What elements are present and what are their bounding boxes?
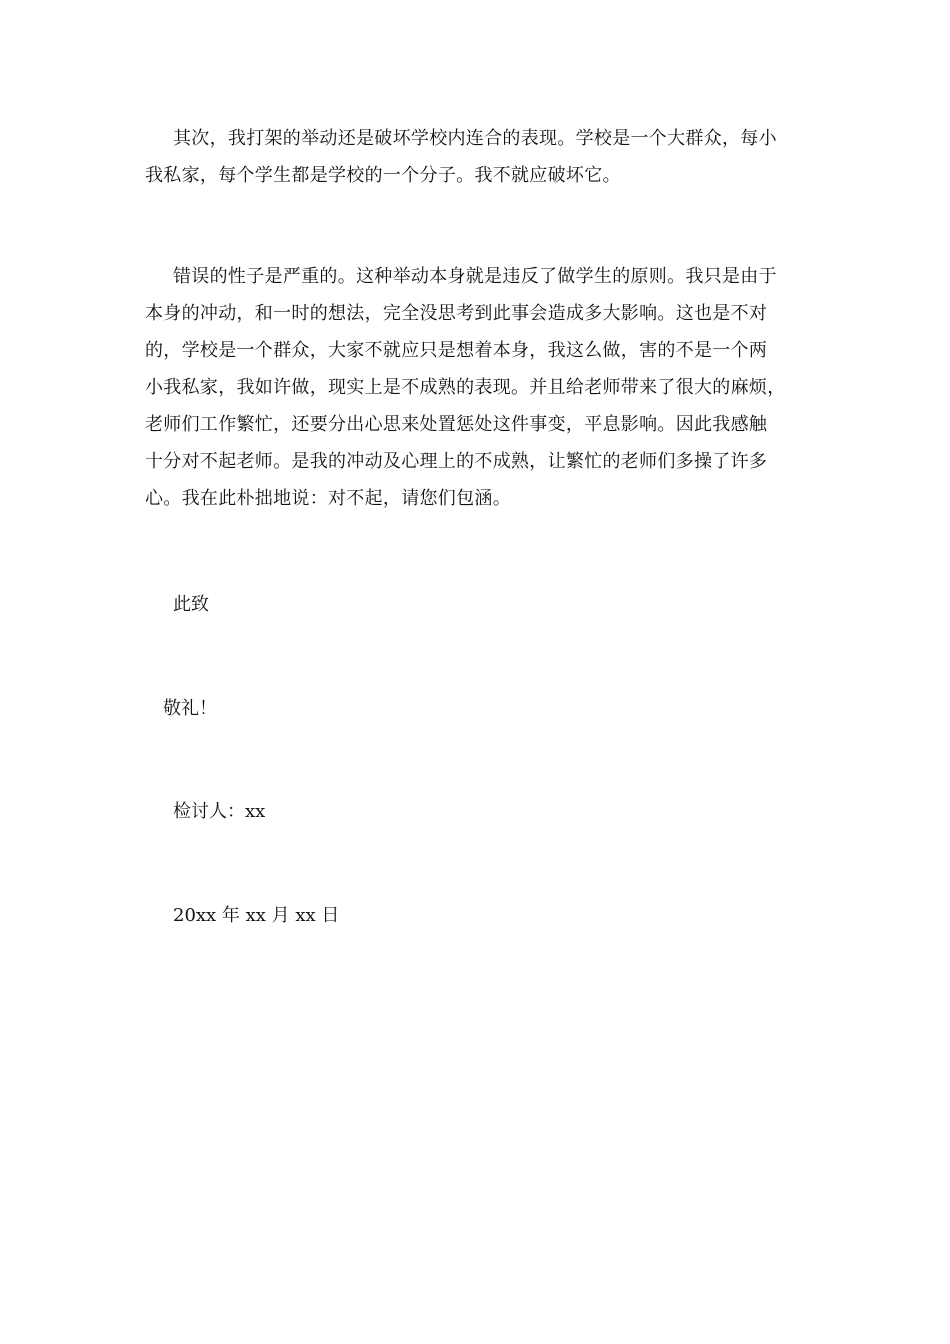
paragraph-2-line-5: 老师们工作繁忙，还要分出心思来处置惩处这件事变，平息影响。因此我感触 [145, 414, 768, 435]
paragraph-1-line-2: 我私家，每个学生都是学校的一个分子。我不就应破坏它。 [145, 165, 621, 186]
paragraph-1 [145, 120, 805, 194]
date: 20xx 年 xx 月 xx 日 [173, 905, 340, 926]
paragraph-2-line-3: 的，学校是一个群众，大家不就应只是想着本身，我这么做，害的不是一个两 [145, 340, 768, 361]
paragraph-2-line-7: 心。我在此朴拙地说：对不起，请您们包涵。 [145, 488, 511, 509]
paragraph-2-line-1: 错误的性子是严重的。这种举动本身就是违反了做学生的原则。我只是由于 [173, 266, 777, 287]
closing-regards: 敬礼！ [163, 698, 217, 719]
paragraph-1-line-1: 其次，我打架的举动还是破坏学校内连合的表现。学校是一个大群众，每小 [173, 128, 777, 149]
paragraph-2-line-2: 本身的冲动，和一时的想法，完全没思考到此事会造成多大影响。这也是不对 [145, 303, 768, 324]
signature: 检讨人：xx [173, 801, 266, 822]
paragraph-2 [145, 258, 805, 517]
paragraph-2-line-6: 十分对不起老师。是我的冲动及心理上的不成熟，让繁忙的老师们多操了许多 [145, 451, 768, 472]
paragraph-2-line-4: 小我私家，我如许做，现实上是不成熟的表现。并且给老师带来了很大的麻烦， [145, 377, 786, 398]
closing-salutation: 此致 [173, 594, 209, 615]
